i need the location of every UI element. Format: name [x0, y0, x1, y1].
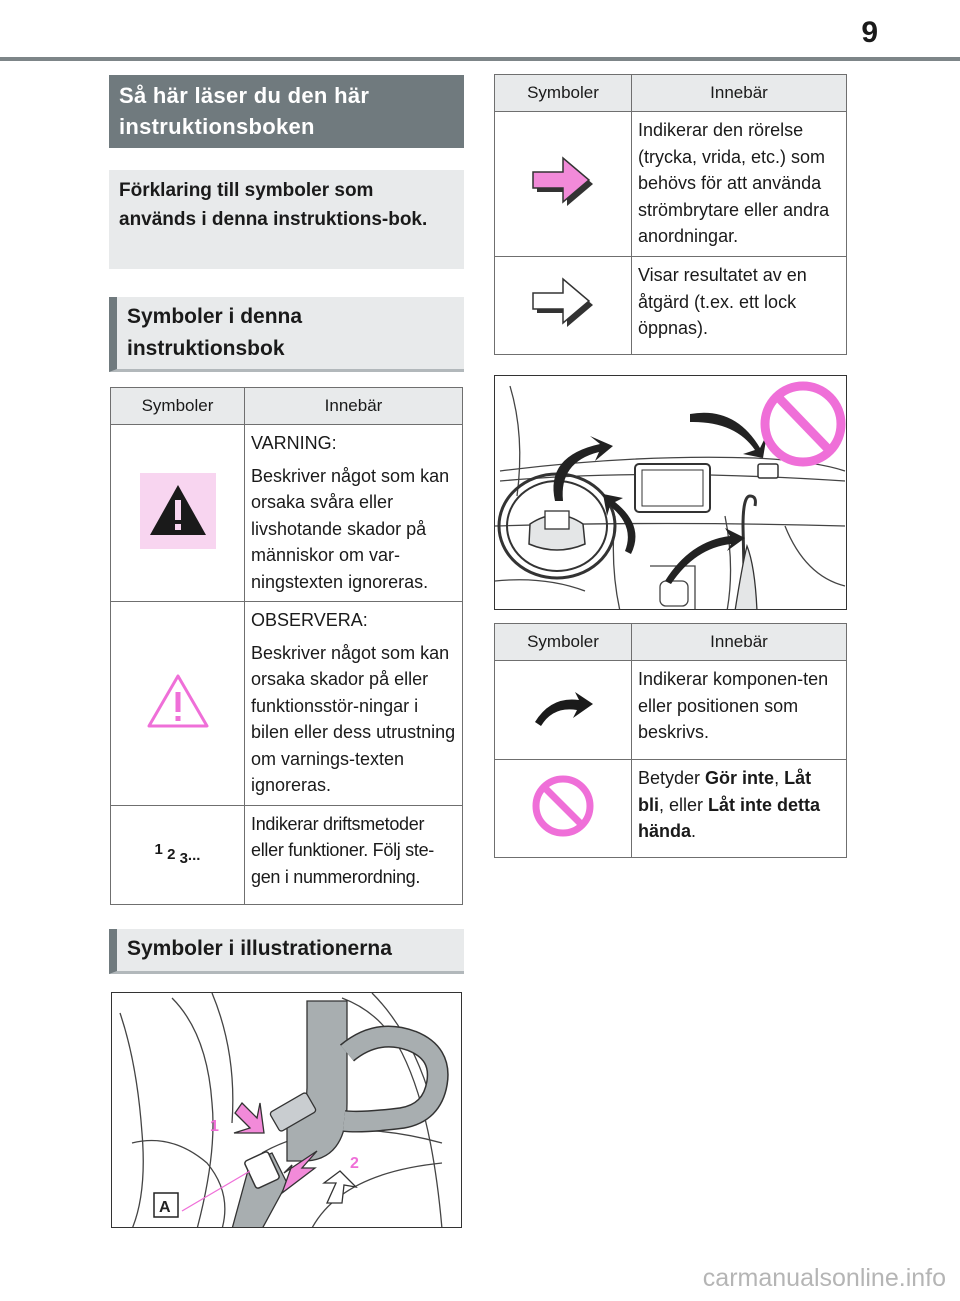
- table-row: [495, 257, 847, 355]
- table-header-row: [495, 624, 847, 661]
- belt-label-2: 2: [350, 1155, 359, 1172]
- page-title: Så här läser du den här instruktionsboken: [109, 75, 464, 148]
- prohibit-end: .: [691, 821, 697, 841]
- prohibit-prefix: Betyder: [638, 768, 706, 788]
- prohibit-do-not: Gör inte: [705, 768, 775, 788]
- table-row: [111, 805, 463, 904]
- header-meaning: Innebär: [632, 624, 847, 661]
- step-number-1: 1: [154, 840, 163, 858]
- belt-label-a: A: [159, 1199, 171, 1216]
- component-text: Indikerar komponen-ten eller positionen som beskrivs.: [632, 661, 847, 760]
- warning-title: VARNING:: [251, 433, 337, 453]
- intro-text: Förklaring till symboler som används i denna instruktions-bok.: [109, 170, 464, 269]
- prohibit-sep1: ,: [774, 768, 785, 788]
- table-row: [111, 425, 463, 602]
- warning-text: Beskriver något som kan orsaka svåra eller livshotande skador på människor om var-ningstexten ignoreras.: [251, 465, 450, 592]
- seatbelt-illustration: [111, 992, 462, 1228]
- motion-arrow-icon: [531, 156, 595, 208]
- caution-text: Beskriver något som kan orsaka skador på eller funktionsstör-ningar i bilen eller dess utrustning om varnings-texten ignoreras.: [251, 642, 456, 795]
- warning-icon: [140, 473, 216, 549]
- table-row: [495, 760, 847, 858]
- result-text: Visar resultatet av en åtgärd (t.ex. ett lock öppnas).: [632, 257, 847, 355]
- caution-title: OBSERVERA:: [251, 610, 368, 630]
- watermark: carmanualsonline.info: [702, 1264, 946, 1292]
- page-number: 9: [861, 16, 878, 49]
- dashboard-illustration: [494, 375, 847, 610]
- header-meaning: Innebär: [632, 75, 847, 112]
- prohibit-sep2: , eller: [659, 794, 709, 815]
- prohibit-dont: Låt bli: [638, 768, 812, 815]
- steps-text: Indikerar driftsmetoder eller funktioner. Följ ste-gen i nummerordning.: [245, 805, 463, 904]
- motion-text: Indikerar den rörelse (trycka, vrida, etc.) som behövs för att använda strömbrytare eller andra anordningar.: [632, 112, 847, 257]
- header-symbol: Symboler: [495, 624, 632, 661]
- header-meaning: Innebär: [245, 388, 463, 425]
- table-row: [495, 661, 847, 760]
- table-header-row: [111, 388, 463, 425]
- table-row: [111, 602, 463, 806]
- belt-label-1: 1: [210, 1118, 219, 1135]
- result-arrow-icon: [531, 277, 595, 329]
- header-symbol: Symboler: [495, 75, 632, 112]
- header-rule: [0, 57, 960, 61]
- step-number-3: 3: [179, 849, 188, 867]
- table-row: [495, 112, 847, 257]
- step-number-2: 2: [167, 845, 176, 863]
- illustration-symbols-table-bottom: [494, 623, 847, 858]
- section-heading-manual-symbols: Symboler i denna instruktionsbok: [109, 297, 464, 372]
- component-arrow-icon: [531, 688, 595, 728]
- header-symbol: Symboler: [111, 388, 245, 425]
- step-numbers-icon: [155, 841, 201, 867]
- prohibit-dont-let-happen: Låt inte detta hända: [638, 794, 821, 841]
- manual-symbols-table: [110, 387, 463, 905]
- section-heading-illustration-symbols: Symboler i illustrationerna: [109, 929, 464, 974]
- step-dots: ...: [187, 846, 201, 864]
- illustration-symbols-table-top: [494, 74, 847, 355]
- prohibit-text: [632, 760, 847, 858]
- caution-icon: [146, 673, 210, 734]
- table-header-row: [495, 75, 847, 112]
- prohibited-icon: [528, 771, 598, 841]
